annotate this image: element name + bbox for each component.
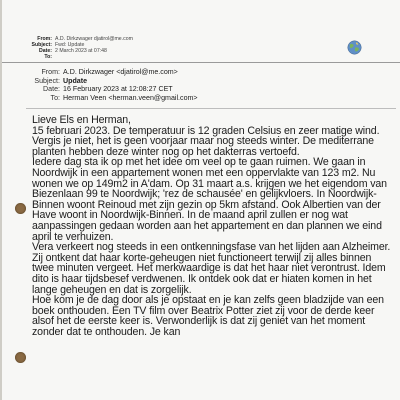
original-from-row — [28, 68, 198, 77]
forward-date-value: 2 March 2023 at 07:48 — [55, 48, 107, 54]
original-to-row — [28, 94, 198, 103]
original-date-value: 16 February 2023 at 12:08:27 CET — [63, 85, 173, 94]
forward-to-label: To: — [44, 54, 52, 60]
original-from-label: From: — [41, 68, 60, 76]
original-date-row — [28, 85, 198, 94]
forward-subject-value: Fwd: Update — [55, 42, 85, 48]
paragraph-vera: Vera verkeert nog steeds in een ontkenningsfase van het lijden aan Alzheimer. Zij ontkent dat haar korte-geheugen niet functioneert terwijl zij alles binnen twee minuten vergeet. Het merkwaardige is dat het haar niet verontrust. Idem dito is haar tijdsbesef verdwenen. Ik ontdek ook dat er hiaten komen in het lange geheugen en dat is zorgelijk. — [32, 241, 391, 296]
forward-from-label: From: — [37, 36, 52, 42]
forward-to-row — [2, 54, 133, 60]
meta-divider — [26, 108, 396, 109]
punch-hole — [15, 203, 26, 214]
letter-body — [32, 115, 392, 337]
paragraph-weather: 15 februari 2023. De temperatuur is 12 graden Celsius en zeer matige wind. Vergis je niet, het is geen voorjaar maar nog steeds winter. De mediterrane planten hebben deze winter nog op het dakterras vertoefd. — [32, 124, 380, 158]
original-subject-row — [28, 77, 198, 86]
greeting: Lieve Els en Herman, — [32, 114, 131, 126]
forward-header — [2, 36, 133, 60]
original-to-value: Herman Veen <herman.veen@gmail.com> — [63, 93, 198, 102]
forward-from-value: A.D. Dirkzwager djatirol@me.com — [55, 36, 133, 42]
paragraph-moving: Iedere dag sta ik op met het idee om veel op te gaan ruimen. We gaan in Noordwijk in een appartement wonen met een oppervlakte van 123 m2. Nu wonen we op 149m2 in A'dam. Op 31 maart a.s. krijgen we het eigendom van Biezenlaan 99 te Noordwijk; 'rez de schausée' en gelijkvloers. In Noordwijk-Binnen woont Reinoud met zijn gezin op 5km afstand. Ook Albertien van der Have woont in Noordwijk-Binnen. In de maand april zullen er nog wat aanpassingen gedaan worden aan het appartement en dan plannen we eind april te verhuizen. — [32, 156, 387, 243]
paragraph-daily-life: Hoe kom je de dag door als je opstaat en je kan zelfs geen bladzijde van een boek onthouden. Een TV film over Beatrix Potter ziet zij voor de derde keer alsof het de eerste keer is. Verwonderlijk is dat zij geniet van het moment zonder dat te onthouden. Je kan — [32, 294, 384, 338]
header-divider — [2, 62, 400, 63]
forward-subject-label: Subject: — [31, 42, 52, 48]
forward-date-label: Date: — [39, 48, 52, 54]
original-from-value: A.D. Dirkzwager <djatirol@me.com> — [63, 68, 178, 76]
original-to-label: To: — [50, 93, 60, 102]
original-message-header — [28, 68, 198, 102]
globe-icon — [347, 40, 362, 55]
original-date-label: Date: — [43, 85, 60, 94]
original-subject-label: Subject: — [34, 76, 60, 85]
punch-hole — [15, 352, 26, 363]
document-page — [2, 0, 400, 400]
original-subject-value: Update — [63, 76, 88, 85]
